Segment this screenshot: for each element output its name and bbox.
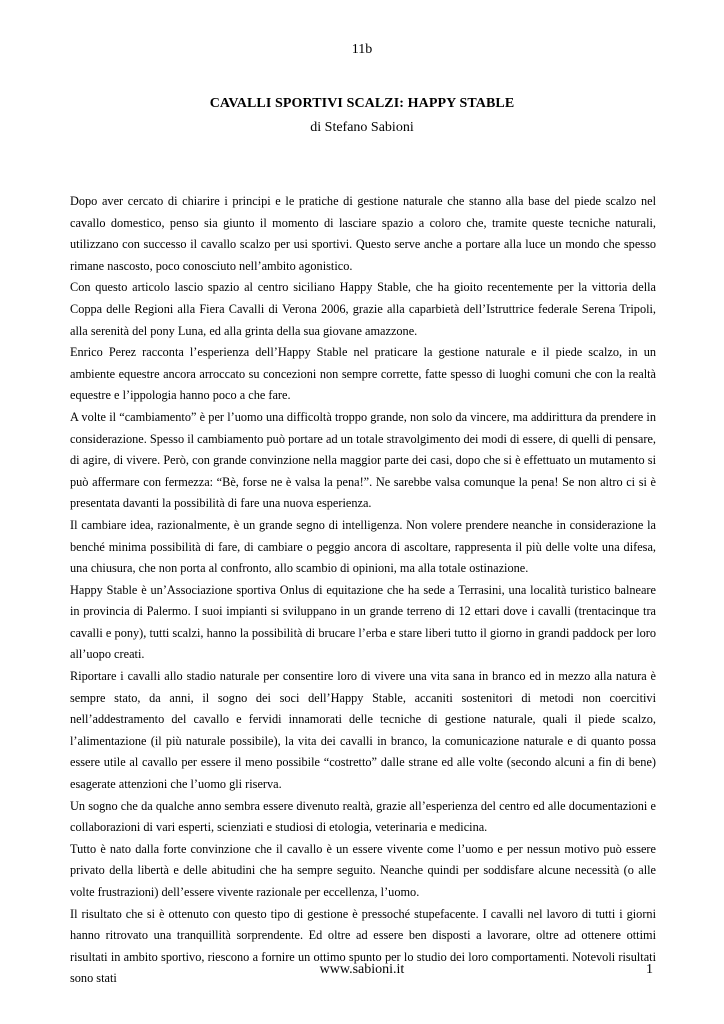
paragraph-9: Tutto è nato dalla forte convinzione che il cavallo è un essere vivente come l’uomo e per nessun motivo può essere privato della libertà e delle abitudini che ha sempre seguito. Neanche quindi per soddisfare alcune necessità (o alle volte frustrazioni) dell’essere vivente razionale per eccellenza, l’uomo. bbox=[70, 841, 656, 899]
footer-website: www.sabioni.it bbox=[319, 962, 405, 977]
paragraph-1: Dopo aver cercato di chiarire i principi e le pratiche di gestione naturale che stanno alla base del piede scalzo nel cavallo domestico, penso sia giunto il momento di lasciare spazio a coloro che, tramite queste tecniche naturali, utilizzano con successo il cavallo scalzo per usi sportivi. Questo serve anche a portare alla luce un mondo che spesso rimane nascosto, poco conosciuto nell’ambito agonistico. bbox=[70, 194, 656, 273]
article-title: CAVALLI SPORTIVI SCALZI: HAPPY STABLE bbox=[209, 96, 515, 111]
paragraph-2: Con questo articolo lascio spazio al centro siciliano Happy Stable, che ha gioito recentemente per la vittoria della Coppa delle Regioni alla Fiera Cavalli di Verona 2006, grazie alla caparbietà dell’Istruttrice federale Serena Tripoli, alla serenità del pony Luna, ed alla grinta della sua giovane amazzone. bbox=[70, 280, 656, 338]
footer-page-number: 1 bbox=[646, 962, 653, 977]
paragraph-6: Happy Stable è un’Associazione sportiva Onlus di equitazione che ha sede a Terrasini, una località turistico balneare in provincia di Palermo. I suoi impianti si sviluppano in un grande terreno di 12 ettari dove i cavalli (trentacinque tra cavalli e pony), tutti scalzi, hanno la possibilità di brucare l’erba e stare liberi tutto il giorno in grandi paddock per loro all’uopo creati. bbox=[70, 582, 656, 662]
paragraph-4: A volte il “cambiamento” è per l’uomo una difficoltà troppo grande, non solo da vincere, ma addirittura da prendere in considerazione. Spesso il cambiamento può portare ad un totale stravolgimento dei modi di essere, di quelli di pensare, di agire, di vivere. Però, con grande convinzione nella maggior parte dei casi, dopo che si è effettuato un mutamento si può affermare con fermezza: “Bè, forse ne è valsa la pena!”. Ne sarebbe valsa comunque la pena! Se non altro ci si è presentata davanti la possibilità di fare una nuova esperienza. bbox=[70, 409, 656, 511]
article-author: di Stefano Sabioni bbox=[310, 120, 414, 135]
paragraph-10: Il risultato che si è ottenuto con questo tipo di gestione è pressoché stupefacente. I cavalli nel lavoro di tutti i giorni hanno ritrovato una tranquillità sorprendente. Ed oltre ad essere ben disposti a lavorare, oltre ad ottenere ottimi risultati in ambito sportivo, riescono a fornire un ottimo spunto per lo studio dei loro comportamenti. Notevoli risultati sono stati bbox=[70, 906, 656, 986]
article-body bbox=[70, 191, 656, 990]
paragraph-5: Il cambiare idea, razionalmente, è un grande segno di intelligenza. Non volere prendere neanche in considerazione la benché minima possibilità di fare, di cambiare o peggio ancora di ascoltare, rappresenta il più delle volte una difesa, una chiusura, che non porta al confronto, allo scambio di opinioni, ma alla totale ostinazione. bbox=[70, 517, 656, 576]
paragraph-3: Enrico Perez racconta l’esperienza dell’Happy Stable nel praticare la gestione naturale e il piede scalzo, in un ambiente equestre ancora arroccato su concezioni non sempre corrette, fatte spesso di luoghi comuni che con la realtà equestre e l’ippologia hanno poco a che fare. bbox=[70, 345, 656, 403]
paragraph-8: Un sogno che da qualche anno sembra essere divenuto realtà, grazie all’esperienza del centro ed alle documentazioni e collaborazioni di vari esperti, scienziati e studiosi di etologia, veterinaria e medicina. bbox=[70, 798, 656, 835]
page-code: 11b bbox=[351, 42, 373, 57]
paragraph-7: Riportare i cavalli allo stadio naturale per consentire loro di vivere una vita sana in branco ed in mezzo alla natura è sempre stato, da anni, il sogno dei soci dell’Happy Stable, accaniti sostenitori di metodi non coercitivi nell’addestramento del cavallo e fervidi innamorati delle tecniche di gestione naturale, quali il piede scalzo, l’alimentazione (il più naturale possibile), la vita dei cavalli in branco, la comunicazione naturale e di quanto possa essere utile al cavallo per essere il meno possibile “costretto” dalle strane ed alle volte (secondo alcuni a fin di bene) esagerate attenzioni che l’uomo gli riserva. bbox=[70, 669, 656, 792]
